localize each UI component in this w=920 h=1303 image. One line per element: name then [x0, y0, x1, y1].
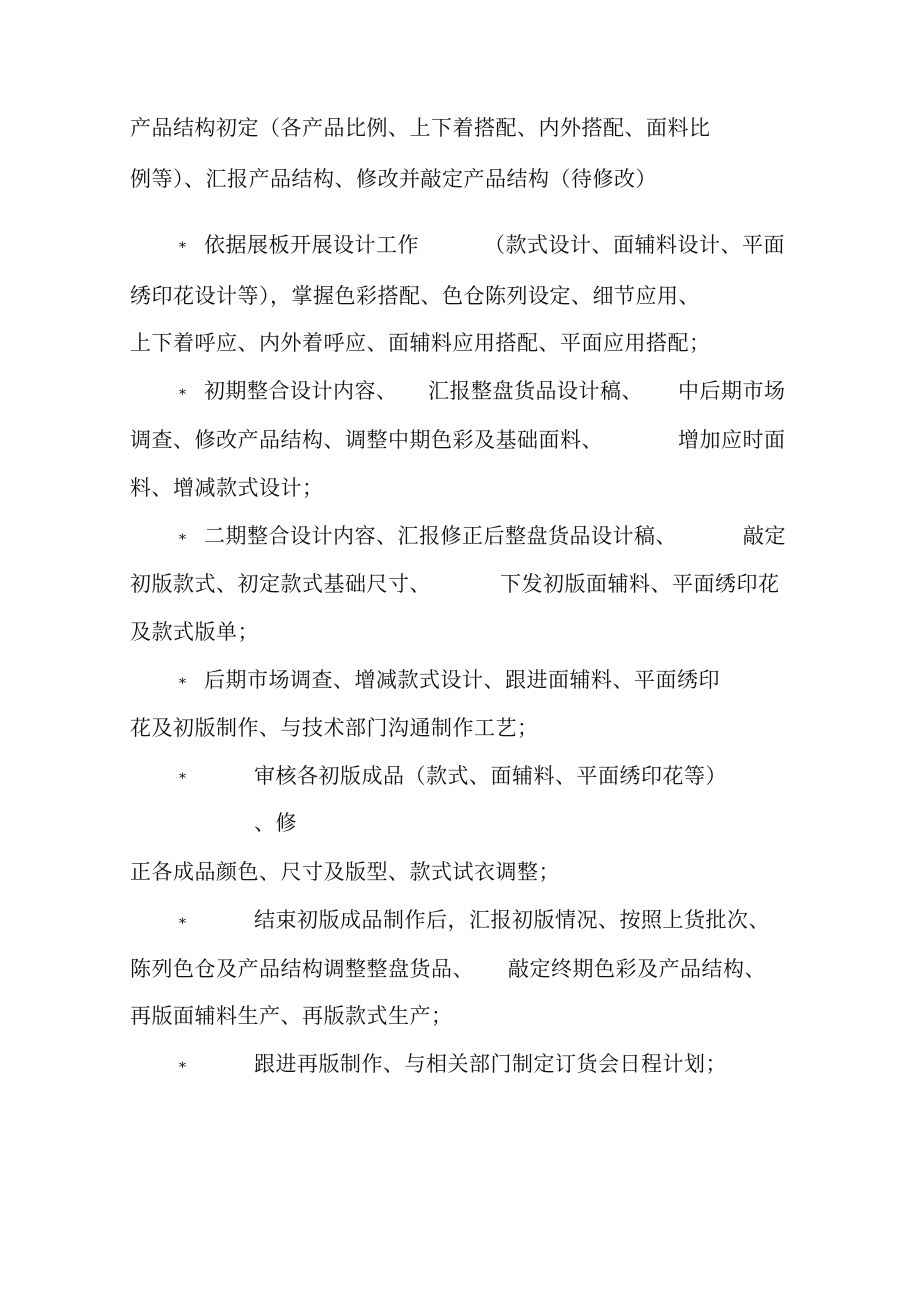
text-line: 产品结构初定（各产品比例、上下着搭配、内外搭配、面料比 [130, 116, 711, 140]
text-line: 敲定终期色彩及产品结构、 [508, 957, 766, 981]
text-line: 再版面辅料生产、再版款式生产； [130, 1004, 453, 1028]
text-line: 上下着呼应、内外着呼应、面辅料应用搭配、平面应用搭配； [130, 331, 711, 355]
bullet-marker: * [179, 676, 186, 692]
text-line: 初版款式、初定款式基础尺寸、 [130, 572, 431, 596]
bullet-marker: * [179, 387, 186, 403]
text-line: 敲定 [743, 524, 786, 548]
text-line: 初期整合设计内容、 [204, 379, 398, 403]
text-line: 增加应时面 [678, 428, 786, 452]
text-line: 陈列色仓及产品结构调整整盘货品、 [130, 957, 474, 981]
text-line: 中后期市场 [678, 379, 786, 403]
text-line: 汇报整盘货品设计稿、 [428, 379, 643, 403]
bullet-marker: * [179, 532, 186, 548]
text-line: 、修 [254, 811, 297, 835]
text-line: 依据展板开展设计工作 [204, 233, 419, 257]
bullet-marker: * [179, 1060, 186, 1076]
text-line: 调查、修改产品结构、调整中期色彩及基础面料、 [130, 428, 603, 452]
text-line: 跟进再版制作、与相关部门制定订货会日程计划； [254, 1052, 727, 1076]
text-line: 花及初版制作、与技术部门沟通制作工艺； [130, 716, 539, 740]
text-line: 及款式版单； [130, 620, 259, 644]
text-line: 下发初版面辅料、平面绣印花 [500, 572, 780, 596]
text-line: 审核各初版成品（款式、面辅料、平面绣印花等） [254, 764, 727, 788]
bullet-marker: * [179, 240, 186, 256]
bullet-marker: * [179, 916, 186, 932]
text-line: （款式设计、面辅料设计、平面 [484, 233, 785, 257]
text-line: 料、增减款式设计； [130, 476, 324, 500]
text-line: 例等）、汇报产品结构、修改并敲定产品结构（待修改） [130, 167, 657, 191]
text-line: 结束初版成品制作后，汇报初版情况、按照上货批次、 [254, 908, 770, 932]
text-line: 正各成品颜色、尺寸及版型、款式试衣调整； [130, 860, 560, 884]
text-line: 二期整合设计内容、汇报修正后整盘货品设计稿、 [204, 524, 677, 548]
text-line: 绣印花设计等），掌握色彩搭配、色仓陈列设定、细节应用、 [130, 284, 700, 308]
bullet-marker: * [179, 771, 186, 787]
text-line: 后期市场调查、增减款式设计、跟进面辅料、平面绣印 [204, 668, 720, 692]
